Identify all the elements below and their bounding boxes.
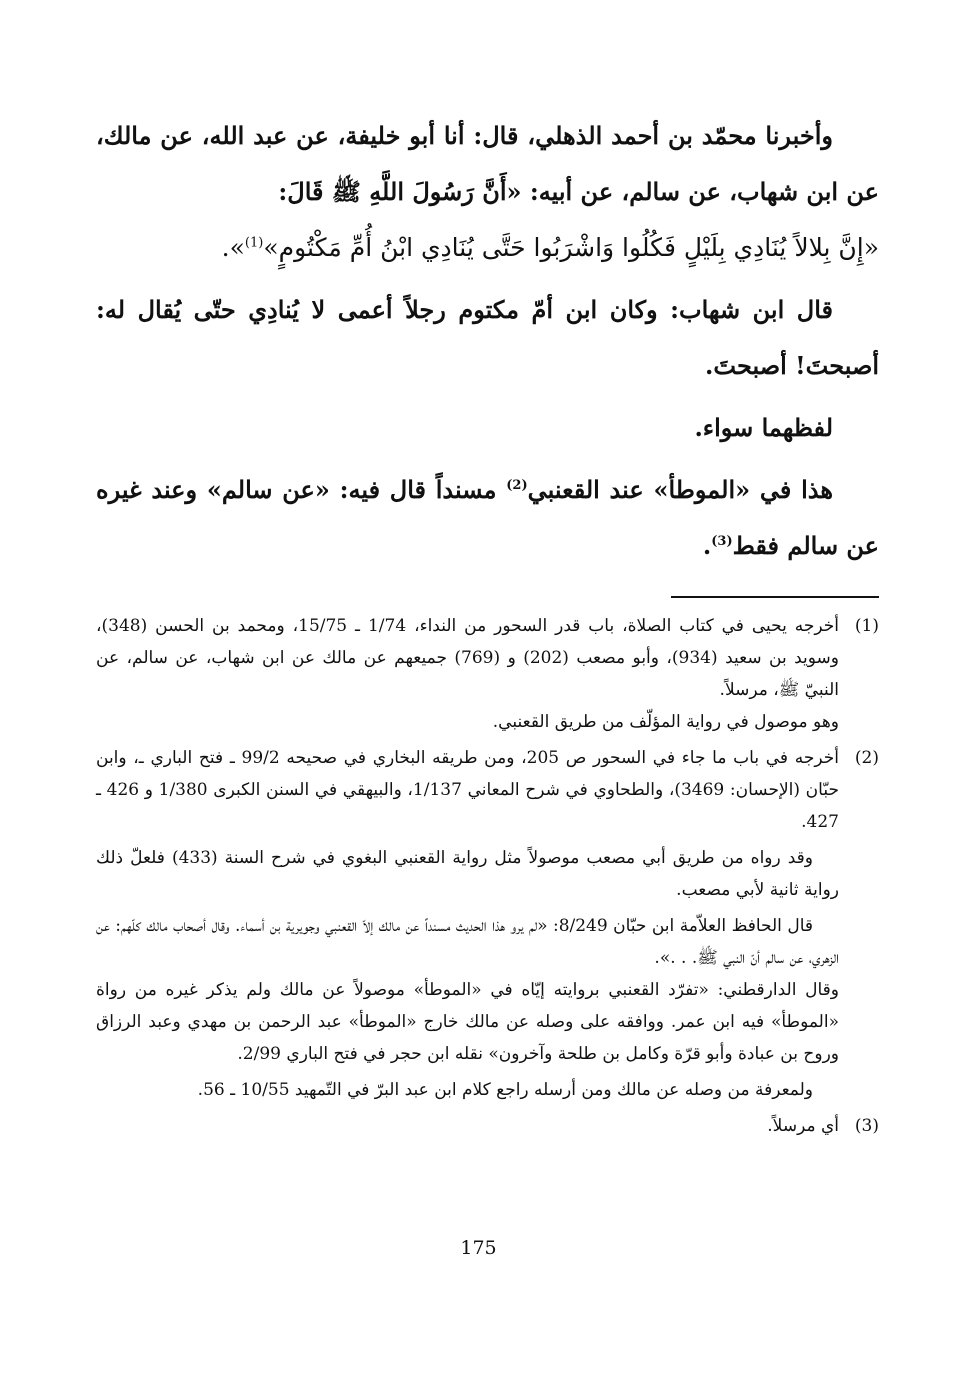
footnote-number: (1) — [854, 616, 879, 636]
footnote-line: ولمعرفة من وصله عن مالك ومن أرسله راجع كلام ابن عبد البرّ في التّمهيد 10/55 ـ 56. — [197, 1080, 813, 1100]
footnote-line: وهو موصول في رواية المؤلّف من طريق القعنبي. — [492, 712, 839, 732]
paragraph-muwatta-b: مسنداً قال فيه: «عن سالم» وعند غيره عن سالم فقط — [96, 475, 879, 560]
hadith-quote: «إِنَّ بِلالاً يُنَادِي بِلَيْلٍ فَكُلُوا وَاشْرَبُوا حَتَّى يُنَادِي ابْنُ أُمِّ مَكْتُومٍ» — [263, 233, 879, 262]
footnote-line: أخرجه يحيى في كتاب الصلاة، باب قدر السحور من النداء، 1/74 ـ 15/75، ومحمد بن الحسن (348)، وسويد بن سعيد (934)، وأبو مصعب (202) و (769) جميعهم عن مالك عن ابن شهاب، عن سالم، عن النبيّ ﷺ، مرسلاً. — [96, 616, 839, 700]
footnote-separator — [671, 596, 879, 598]
footnotes — [96, 610, 879, 1142]
footnote-ref-1: (1) — [244, 235, 264, 251]
paragraph-isnad — [96, 108, 879, 220]
footnote-ref-3: (3) — [711, 534, 733, 549]
footnote-3 — [96, 1110, 879, 1142]
main-text — [96, 108, 879, 574]
footnote-2 — [96, 742, 879, 1106]
paragraph-muwatta-a: هذا في «الموطأ» عند القعنبي — [527, 475, 833, 504]
paragraph-muwatta-end: . — [702, 531, 712, 560]
footnote-line: أي مرسلاً. — [767, 1116, 839, 1136]
footnote-number: (2) — [854, 748, 879, 768]
hadith-text — [96, 220, 879, 276]
footnote-line: وقد رواه من طريق أبي مصعب موصولاً مثل رواية القعنبي البغوي في شرح السنة (433) فلعلّ ذلك رواية ثانية لأبي مصعب. — [96, 848, 839, 900]
footnote-line: أخرجه في باب ما جاء في السحور ص 205، ومن طريقه البخاري في صحيحه 99/2 ـ فتح الباري ـ، وابن حبّان (الإحسان: 3469)، والطحاوي في شرح المعاني 1/137، والبيهقي في السنن الكبرى 1/380 و 426 ـ 427. — [96, 748, 839, 832]
page-number: 175 — [460, 1237, 497, 1259]
paragraph-isnad-text: وأخبرنا محمّد بن أحمد الذهلي، قال: أنا أبو خليفة، عن عبد الله، عن مالك، عن ابن شهاب، عن سالم، عن أبيه: «أَنَّ رَسُولَ اللَّهِ ﷺ قَالَ: — [96, 121, 879, 206]
footnote-line: قال الحافظ العلاّمة ابن حبّان 8/249: «لم يرو هذا الحديث مسنداً عن مالك إلاّ القعنبي وجويرية بن أسماء. وقال أصحاب مالك كلّهم: عن الزهري، عن سالم أنّ النبي ﷺ. . .». — [96, 916, 839, 968]
paragraph-ibn-shihab: قال ابن شهاب: وكان ابن أمّ مكتوم رجلاً أعمى لا يُنادِي حتّى يُقال له: أصبحتَ! أصبحتَ. — [96, 295, 879, 380]
hadith-end: ». — [221, 233, 245, 262]
footnote-ref-2: (2) — [506, 478, 528, 493]
footnote-number: (3) — [854, 1116, 879, 1136]
footnote-line: وقال الدارقطني: «تفرّد القعنبي بروايته إيّاه في «الموطأ» موصولاً عن مالك ولم يذكر غيره من رواة «الموطأ» فيه ابن عمر. ووافقه على وصله عن مالك خارج «الموطأ» عبد الرحمن بن مهدي وعبد الرزاق وروح بن عبادة وأبو قرّة وكامل بن طلحة وآخرون» نقله ابن حجر في فتح الباري 2/99. — [96, 980, 839, 1064]
footnote-1 — [96, 610, 879, 738]
paragraph-lafz: لفظهما سواء. — [694, 413, 833, 442]
paragraph-muwatta — [96, 462, 879, 574]
